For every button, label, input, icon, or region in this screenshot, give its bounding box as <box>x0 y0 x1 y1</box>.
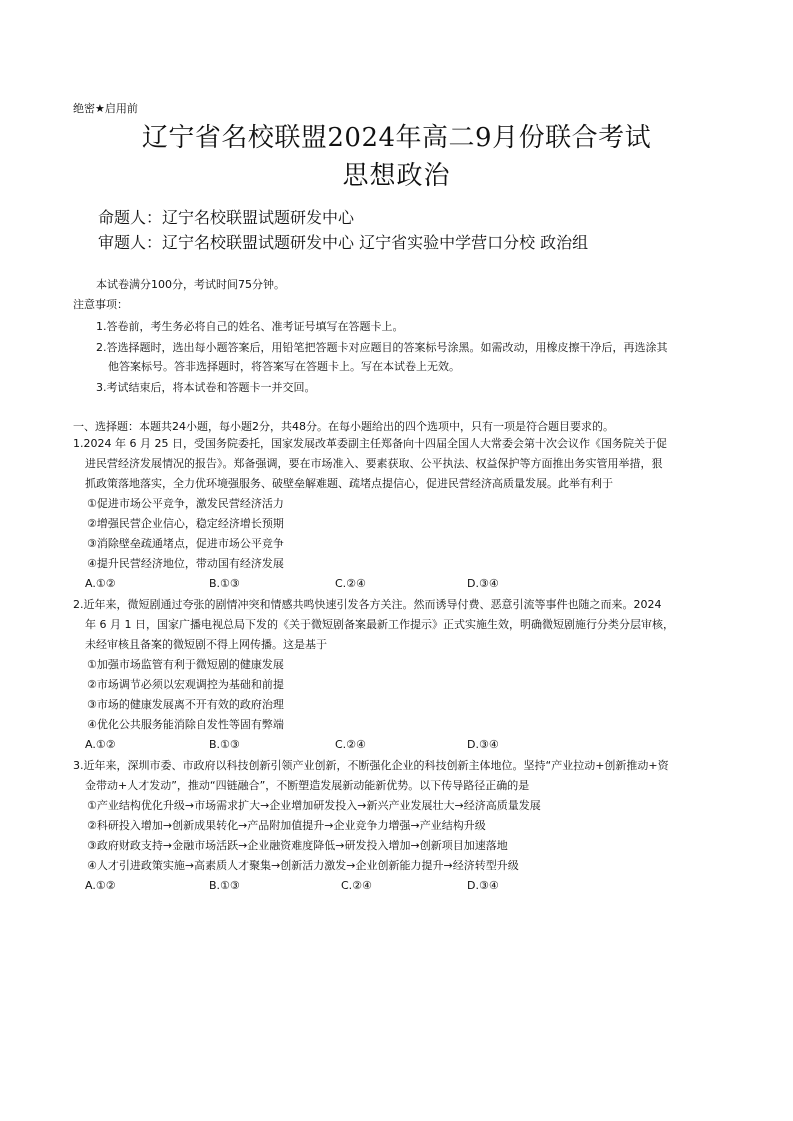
notice-item: 1.答卷前，考生务必将自己的姓名、准考证号填写在答题卡上。 <box>96 320 404 333</box>
option-statement: ②增强民营企业信心，稳定经济增长预期 <box>87 517 284 530</box>
choice-b[interactable]: B.①③ <box>209 738 240 751</box>
option-statement: ①产业结构优化升级→市场需求扩大→企业增加研发投入→新兴产业发展壮大→经济高质量发展 <box>87 799 541 812</box>
answer-choices <box>73 574 723 594</box>
choice-a[interactable]: A.①② <box>85 738 116 751</box>
notice-item: 他答案标号。答非选择题时，将答案写在答题卡上。写在本试卷上无效。 <box>108 360 460 373</box>
exam-title: 辽宁省名校联盟2024年高二9月份联合考试 <box>141 123 652 153</box>
secret-label: 绝密★启用前 <box>73 102 138 115</box>
question-stem-line: 年 6 月 1 日，国家广播电视总局下发的《关于微短剧备案最新工作提示》正式实施生效，明确微短剧施行分类分层审核， <box>85 618 674 631</box>
exam-subject: 思想政治 <box>342 161 451 191</box>
reviewer-line: 审题人：辽宁名校联盟试题研发中心 辽宁省实验中学营口分校 政治组 <box>98 233 589 252</box>
question-stem-line: 1.2024 年 6 月 25 日，受国务院委托，国家发展改革委副主任郑备向十四届全国人大常委会第十次会议作《国务院关于促 <box>73 437 667 450</box>
option-statement: ③政府财政支持→金融市场活跃→企业融资难度降低→研发投入增加→创新项目加速落地 <box>87 839 508 852</box>
question-stem-line: 进民营经济发展情况的报告》。郑备强调，要在市场准入、要素获取、公平执法、权益保护等方面推出务实管用举措，狠 <box>85 457 663 470</box>
answer-choices <box>73 735 723 755</box>
choice-a[interactable]: A.①② <box>85 577 116 590</box>
question-stem-line: 3.近年来，深圳市委、市政府以科技创新引领产业创新，不断强化企业的科技创新主体地位。坚持“产业拉动+创新推动+资 <box>73 759 669 772</box>
notice-title: 注意事项： <box>73 298 128 311</box>
choice-a[interactable]: A.①② <box>85 879 116 892</box>
author-line: 命题人：辽宁名校联盟试题研发中心 <box>98 208 355 227</box>
option-statement: ④人才引进政策实施→高素质人才聚集→创新活力激发→企业创新能力提升→经济转型升级 <box>87 859 519 872</box>
choice-c[interactable]: C.②④ <box>341 879 372 892</box>
notice-item: 3.考试结束后，将本试卷和答题卡一并交回。 <box>96 381 316 394</box>
answer-choices <box>73 876 723 896</box>
exam-info: 本试卷满分100分，考试时间75分钟。 <box>96 278 285 291</box>
question-stem-line: 金带动+人才发动”，推动“四链融合”，不断塑造发展新动能新优势。以下传导路径正确的是 <box>85 779 530 792</box>
option-statement: ②市场调节必须以宏观调控为基础和前提 <box>87 678 284 691</box>
option-statement: ①加强市场监管有利于微短剧的健康发展 <box>87 658 284 671</box>
choice-d[interactable]: D.③④ <box>467 879 499 892</box>
question-stem-line: 未经审核且备案的微短剧不得上网传播。这是基于 <box>85 638 327 651</box>
question-3 <box>73 756 723 896</box>
question-2 <box>73 595 723 755</box>
choice-c[interactable]: C.②④ <box>335 577 366 590</box>
option-statement: ④优化公共服务能消除自发性等固有弊端 <box>87 718 284 731</box>
choice-b[interactable]: B.①③ <box>209 879 240 892</box>
notice-item: 2.答选择题时，选出每小题答案后，用铅笔把答题卡对应题目的答案标号涂黑。如需改动，用橡皮擦干净后，再选涂其 <box>96 341 668 354</box>
choice-c[interactable]: C.②④ <box>335 738 366 751</box>
option-statement: ③市场的健康发展离不开有效的政府治理 <box>87 698 284 711</box>
choice-b[interactable]: B.①③ <box>209 577 240 590</box>
question-1 <box>73 434 723 594</box>
question-stem-line: 2.近年来，微短剧通过夸张的剧情冲突和情感共鸣快速引发各方关注。然而诱导付费、恶意引流等事件也随之而来。2024 <box>73 598 662 611</box>
question-stem-line: 抓政策落地落实，全力优环境强服务、破壁垒解难题、疏堵点提信心，促进民营经济高质量发展。此举有利于 <box>85 477 613 490</box>
section-heading: 一、选择题：本题共24小题，每小题2分，共48分。在每小题给出的四个选项中，只有一项是符合题目要求的。 <box>73 420 614 433</box>
choice-d[interactable]: D.③④ <box>467 577 499 590</box>
option-statement: ①促进市场公平竞争，激发民营经济活力 <box>87 497 284 510</box>
option-statement: ④提升民营经济地位，带动国有经济发展 <box>87 557 284 570</box>
option-statement: ③消除壁垒疏通堵点，促进市场公平竞争 <box>87 537 284 550</box>
choice-d[interactable]: D.③④ <box>467 738 499 751</box>
option-statement: ②科研投入增加→创新成果转化→产品附加值提升→企业竞争力增强→产业结构升级 <box>87 819 486 832</box>
